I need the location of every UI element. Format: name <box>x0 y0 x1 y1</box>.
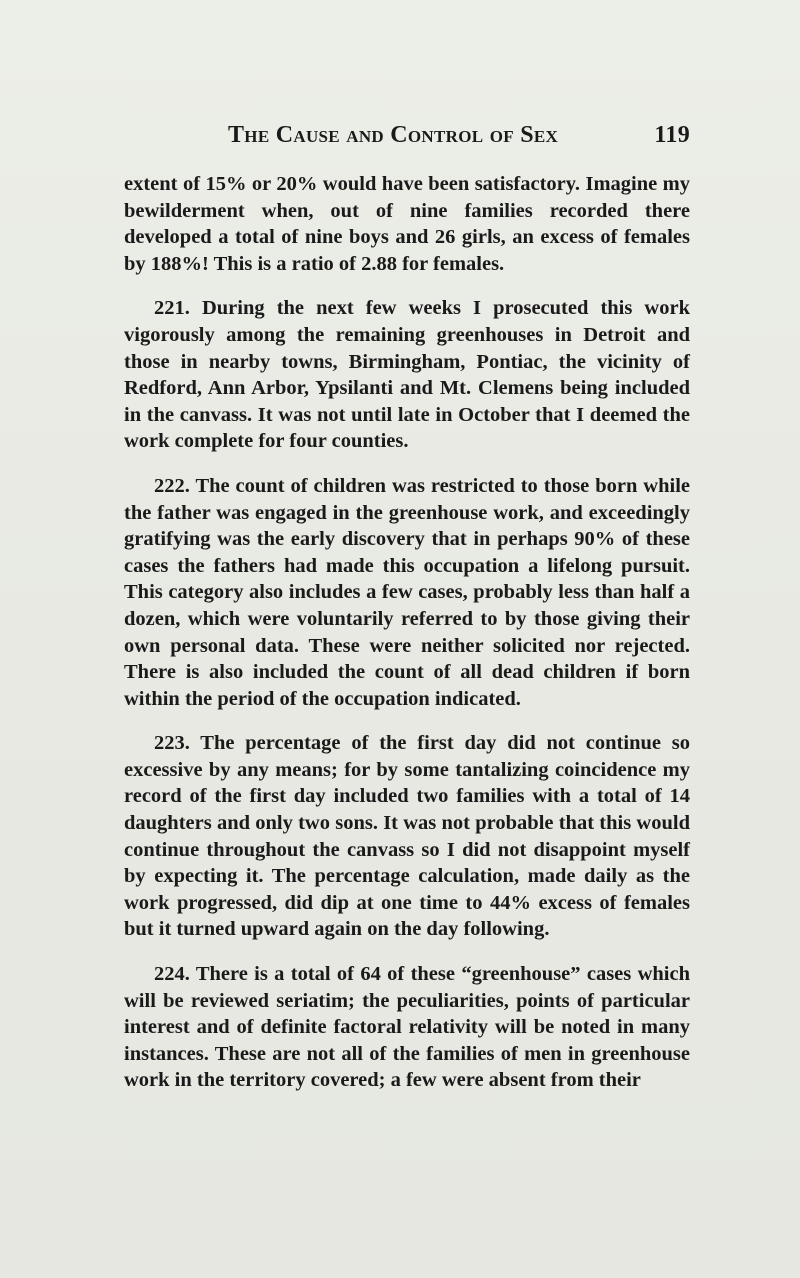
running-title: The Cause and Control of Sex <box>228 122 559 148</box>
paragraph-221: 221. During the next few weeks I prosecuted this work vigorously among the remaining greenhouses in Detroit and those in nearby towns, Birmingham, Pontiac, the vicinity of Redford, Ann Arbor, Ypsilanti and Mt. Clemens being included in the canvass. It was not until late in October that I deemed the work complete for four counties. <box>124 297 690 453</box>
paragraph-223: 223. The percentage of the first day did not continue so excessive by any means; for by some tantalizing coincidence my record of the first day included two families with a total of 14 daughters and only two sons. It was not probable that this would continue throughout the canvass so I did not disappoint myself by expecting it. The percentage calculation, made daily as the work progressed, did dip at one time to 44% excess of females but it turned upward again on the day following. <box>124 732 690 941</box>
body-text <box>124 171 690 1094</box>
paragraph-222: 222. The count of children was restricted to those born while the father was engaged in the greenhouse work, and exceedingly gratifying was the early discovery that in perhaps 90% of these cases the fathers had made this occupation a lifelong pursuit. This category also includes a few cases, probably less than half a dozen, which were voluntarily referred to by those giving their own personal data. These were neither solicited nor rejected. There is also included the count of all dead children if born within the period of the occupation indicated. <box>124 474 690 710</box>
page-number: 119 <box>654 122 690 148</box>
running-header <box>124 122 690 158</box>
paragraph-224: 224. There is a total of 64 of these “greenhouse” cases which will be reviewed seriatim; the peculiarities, points of particular interest and of definite factoral relativity will be noted in many instances. These are not all of the families of men in greenhouse work in the territory covered; a few were absent from their <box>124 963 690 1092</box>
paragraph-continuation: extent of 15% or 20% would have been satisfactory. Imagine my bewilderment when, out of nine families recorded there developed a total of nine boys and 26 girls, an excess of females by 188%! This is a ratio of 2.88 for females. <box>124 173 690 275</box>
